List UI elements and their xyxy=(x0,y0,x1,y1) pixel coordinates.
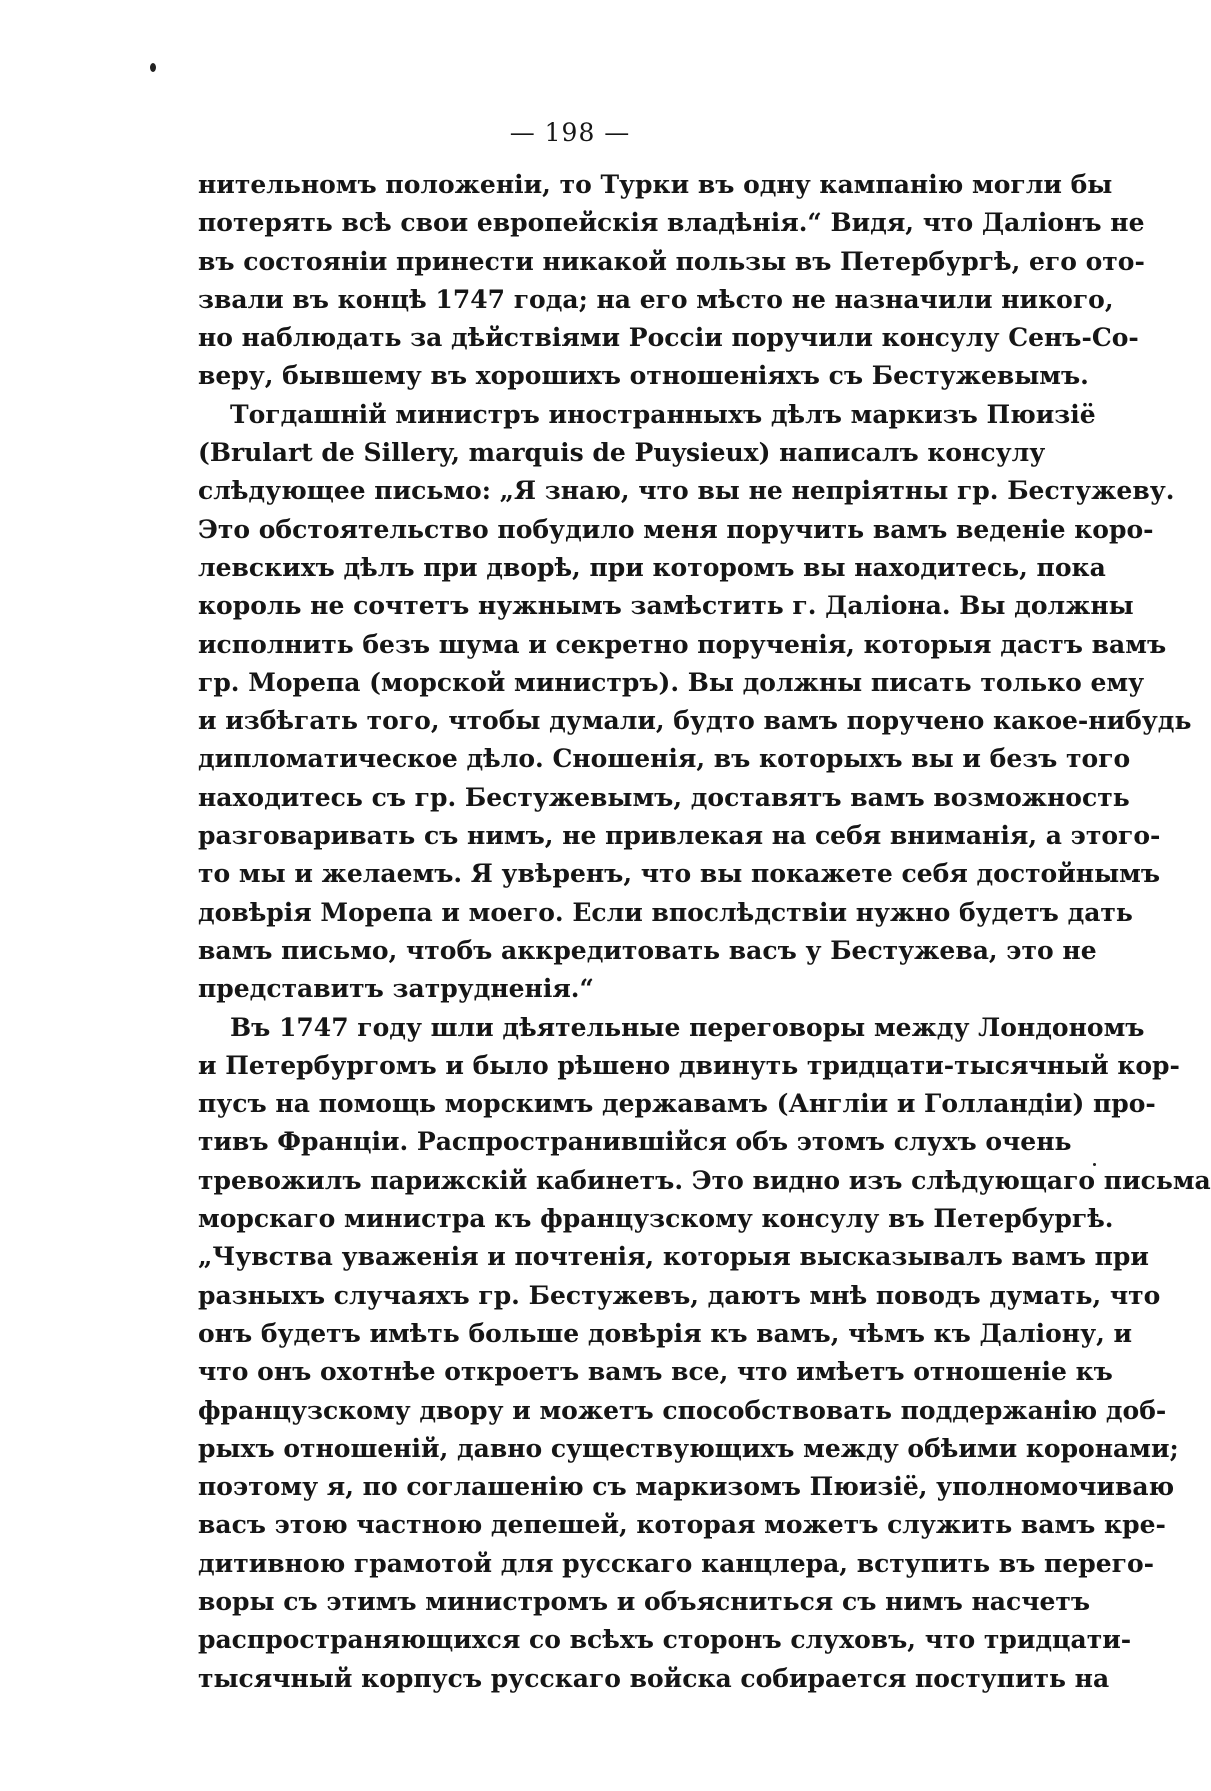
text-line: тивъ Франціи. Распространившійся объ этомъ слухъ очень xyxy=(198,1127,1072,1157)
text-line: тысячный корпусъ русскаго войска собирается поступить на xyxy=(198,1663,1110,1693)
text-line: распространяющихся со всѣхъ сторонъ слуховъ, что тридцати- xyxy=(198,1625,1132,1655)
text-line: что онъ охотнѣе откроетъ вамъ все, что имѣетъ отношеніе къ xyxy=(198,1357,1113,1387)
text-line: исполнить безъ шума и секретно порученія, которыя дастъ вамъ xyxy=(198,629,1167,659)
text-line: король не сочтетъ нужнымъ замѣстить г. Даліона. Вы должны xyxy=(198,591,1134,621)
text-line: гр. Морепа (морской министръ). Вы должны писать только ему xyxy=(198,667,1145,697)
page-number: — 198 — xyxy=(509,118,631,147)
text-line: потерять всѣ свои европейскія владѣнія.“ Видя, что Даліонъ не xyxy=(198,208,1145,238)
text-line: тревожилъ парижскій кабинетъ. Это видно изъ слѣдующаго письма xyxy=(198,1165,1211,1195)
text-line: „Чувства уваженія и почтенія, которыя высказывалъ вамъ при xyxy=(198,1242,1149,1272)
text-line: дипломатическое дѣло. Сношенія, въ которыхъ вы и безъ того xyxy=(198,744,1131,774)
ink-speck xyxy=(150,63,156,72)
text-line: слѣдующее письмо: „Я знаю, что вы не непріятны гр. Бестужеву. xyxy=(198,476,1175,506)
text-line: нительномъ положеніи, то Турки въ одну кампанію могли бы xyxy=(198,170,1113,199)
text-line: и избѣгать того, чтобы думали, будто вамъ поручено какое-нибудь xyxy=(198,706,1192,736)
body-text xyxy=(198,166,1211,1698)
text-line: находитесь съ гр. Бестужевымъ, доставятъ вамъ возможность xyxy=(198,782,1130,812)
text-line: вамъ письмо, чтобъ аккредитовать васъ у Бестужева, это не xyxy=(198,935,1097,965)
text-line: въ состояніи принести никакой пользы въ Петербургѣ, его ото- xyxy=(198,246,1145,276)
text-line: французскому двору и можетъ способствовать поддержанію доб- xyxy=(198,1395,1167,1425)
text-line: пусъ на помощь морскимъ державамъ (Англіи и Голландіи) про- xyxy=(198,1089,1156,1119)
text-line: морскаго министра къ французскому консулу въ Петербургѣ. xyxy=(198,1204,1114,1234)
text-line: разныхъ случаяхъ гр. Бестужевъ, даютъ мнѣ поводъ думать, что xyxy=(198,1280,1161,1310)
text-line: онъ будетъ имѣть больше довѣрія къ вамъ, чѣмъ къ Даліону, и xyxy=(198,1318,1133,1348)
text-line: и Петербургомъ и было рѣшено двинуть тридцати-тысячный кор- xyxy=(198,1050,1180,1080)
text-line: разговаривать съ нимъ, не привлекая на себя вниманія, а этого- xyxy=(198,821,1161,851)
text-line: (Brulart de Sillery, marquis de Puysieux) написалъ консулу xyxy=(198,438,1046,468)
paragraph-start-line: Въ 1747 году шли дѣятельные переговоры между Лондономъ xyxy=(230,1012,1145,1042)
text-line: поэтому я, по соглашенію съ маркизомъ Пюизіё, уполномочиваю xyxy=(198,1472,1175,1502)
text-line: представитъ затрудненія.“ xyxy=(198,974,594,1004)
text-line: дитивною грамотой для русскаго канцлера, вступить въ перего- xyxy=(198,1548,1155,1578)
text-line: довѣрія Морепа и моего. Если впослѣдствіи нужно будетъ дать xyxy=(198,897,1133,927)
text-line: веру, бывшему въ хорошихъ отношеніяхъ съ Бестужевымъ. xyxy=(198,361,1089,391)
paragraph-start-line: Тогдашній министръ иностранныхъ дѣлъ маркизъ Пюизіё xyxy=(230,399,1096,429)
text-line: звали въ концѣ 1747 года; на его мѣсто не назначили никого, xyxy=(198,284,1114,314)
text-line: воры съ этимъ министромъ и объясниться съ нимъ насчетъ xyxy=(198,1586,1091,1616)
text-line: но наблюдать за дѣйствіями Россіи поручили консулу Сенъ-Со- xyxy=(198,323,1139,353)
text-line: то мы и желаемъ. Я увѣренъ, что вы покажете себя достойнымъ xyxy=(198,859,1161,889)
text-line: левскихъ дѣлъ при дворѣ, при которомъ вы находитесь, пока xyxy=(198,552,1106,582)
text-line: васъ этою частною депешей, которая можетъ служить вамъ кре- xyxy=(198,1510,1166,1540)
text-line: Это обстоятельство побудило меня поручить вамъ веденіе коро- xyxy=(198,514,1154,544)
text-line: рыхъ отношеній, давно существующихъ между обѣими коронами; xyxy=(198,1433,1179,1463)
